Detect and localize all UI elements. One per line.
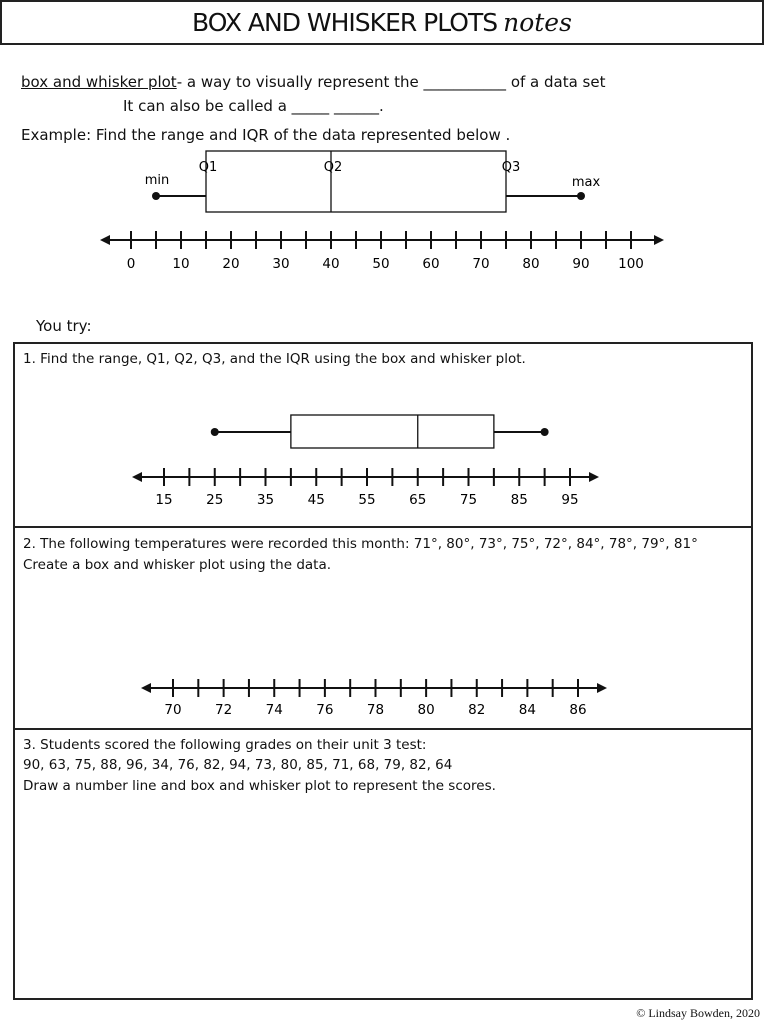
tick-label: 72: [215, 702, 233, 718]
label-q1: Q1: [198, 160, 218, 175]
arrow-right-icon: [597, 683, 607, 693]
definition-line-2: It can also be called a _____ ______.: [123, 97, 384, 115]
max-point: [577, 192, 585, 200]
tick-label: 25: [206, 492, 224, 508]
definition-text: - a way to visually represent the ___________ of a data set: [176, 73, 606, 91]
tick-label: 80: [417, 702, 435, 718]
tick-label: 15: [155, 492, 173, 508]
problem-2-number-line: [0, 670, 768, 720]
label-max: max: [571, 175, 601, 190]
arrow-right-icon: [654, 235, 664, 245]
you-try-heading: You try:: [36, 317, 92, 335]
tick-label: 60: [422, 256, 440, 272]
tick-label: 85: [510, 492, 528, 508]
tick-label: 55: [358, 492, 376, 508]
max-point: [541, 428, 549, 436]
problem-2-line-1: 2. The following temperatures were recorded this month: 71°, 80°, 73°, 75°, 72°, 84°, 78°, 79°, 81°: [23, 536, 698, 552]
definition-term: box and whisker plot: [21, 73, 177, 91]
label-min: min: [144, 173, 170, 188]
arrow-left-icon: [132, 472, 142, 482]
copyright-notice: © Lindsay Bowden, 2020: [636, 1006, 760, 1020]
label-q3: Q3: [501, 160, 521, 175]
title-banner: [0, 0, 764, 45]
problem-3-line-3: Draw a number line and box and whisker plot to represent the scores.: [23, 778, 496, 794]
arrow-left-icon: [141, 683, 151, 693]
tick-label: 70: [164, 702, 182, 718]
tick-label: 82: [468, 702, 486, 718]
problem-2-line-2: Create a box and whisker plot using the data.: [23, 557, 332, 573]
page-title: BOX AND WHISKER PLOTS: [192, 8, 498, 37]
box-iqr: [291, 415, 494, 448]
tick-label: 90: [572, 256, 590, 272]
definition-line-1: [21, 73, 606, 91]
problem-3-line-1: 3. Students scored the following grades on their unit 3 test:: [23, 737, 427, 753]
tick-label: 30: [272, 256, 290, 272]
label-q2: Q2: [323, 160, 343, 175]
example-prompt: Example: Find the range and IQR of the data represented below .: [21, 126, 511, 144]
min-point: [152, 192, 160, 200]
tick-label: 78: [366, 702, 385, 718]
box-iqr: [206, 151, 506, 212]
tick-label: 10: [172, 256, 190, 272]
problem-3-panel: [13, 728, 753, 1000]
example-box-plot: [0, 150, 768, 280]
tick-label: 95: [561, 492, 579, 508]
tick-label: 0: [126, 256, 136, 272]
tick-label: 65: [409, 492, 427, 508]
tick-label: 50: [372, 256, 390, 272]
arrow-left-icon: [100, 235, 110, 245]
min-point: [211, 428, 219, 436]
tick-label: 74: [265, 702, 283, 718]
tick-label: 40: [322, 256, 340, 272]
problem-3-line-2: 90, 63, 75, 88, 96, 34, 76, 82, 94, 73, 80, 85, 71, 68, 79, 82, 64: [23, 757, 453, 773]
arrow-right-icon: [589, 472, 599, 482]
tick-label: 35: [256, 492, 275, 508]
tick-label: 75: [459, 492, 478, 508]
tick-label: 84: [518, 702, 536, 718]
tick-label: 100: [618, 256, 644, 272]
tick-label: 76: [316, 702, 334, 718]
tick-label: 20: [222, 256, 240, 272]
tick-label: 70: [472, 256, 490, 272]
problem-1-text: 1. Find the range, Q1, Q2, Q3, and the IQR using the box and whisker plot.: [23, 351, 526, 367]
problem-1-box-plot: [0, 400, 768, 512]
tick-label: 45: [307, 492, 325, 508]
page-title-script: notes: [503, 8, 572, 37]
tick-label: 86: [569, 702, 587, 718]
tick-label: 80: [522, 256, 540, 272]
